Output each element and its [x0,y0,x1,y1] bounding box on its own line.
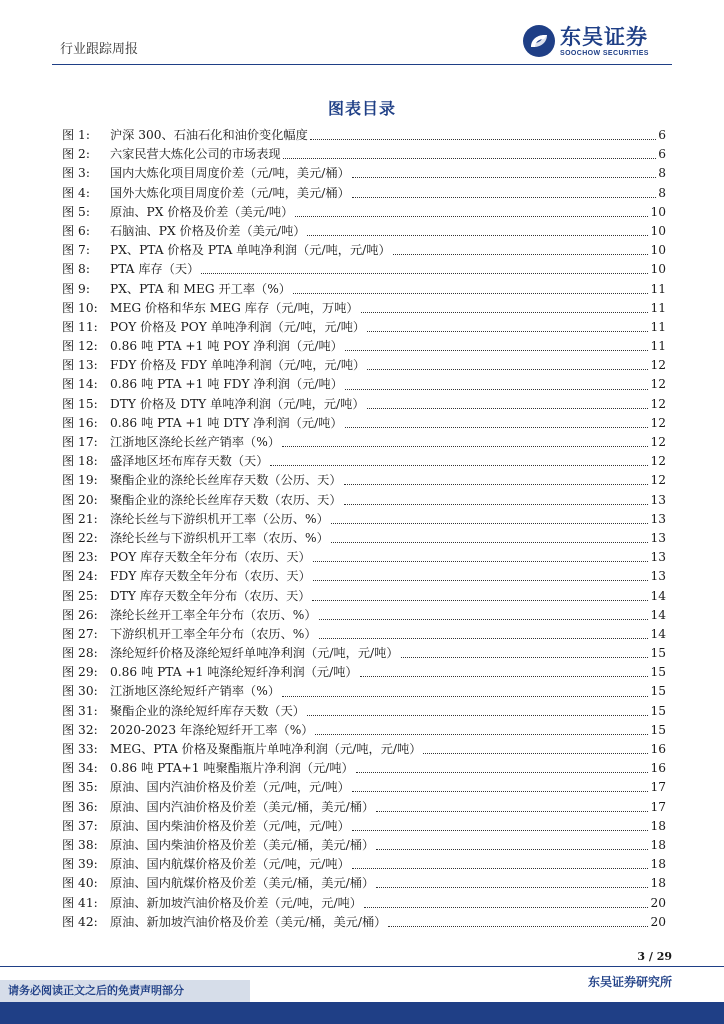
toc-figure-title: 0.86 吨 PTA+1 吨聚酯瓶片净利润（元/吨） [110,761,354,776]
toc-figure-number: 图 32: [62,722,98,737]
toc-figure-title: 原油、国内航煤价格及价差（美元/桶，美元/桶） [110,876,375,891]
toc-figure-title: 江浙地区涤纶长丝产销率（%） [110,435,281,449]
toc-page-number: 18 [650,818,666,833]
toc-figure-number: 图 6: [62,223,90,238]
toc-figure-number: 图 27: [62,626,98,641]
toc-figure-number: 图 40: [62,876,98,891]
toc-figure-number: 图 23: [62,550,98,565]
toc-dot-leader [282,696,648,697]
toc-entry[interactable] [62,433,666,452]
toc-dot-leader [352,177,656,178]
toc-dot-leader [401,657,649,658]
toc-dot-leader [312,600,648,601]
toc-entry[interactable] [62,836,666,855]
toc-title: 图表目录 [327,99,396,118]
toc-figure-number: 图 11: [62,319,98,334]
company-logo [522,24,649,58]
toc-figure-title: 涤纶长丝与下游织机开工率（公历、%） [110,511,329,526]
toc-entry[interactable] [62,471,666,490]
toc-figure-title: 0.86 吨 PTA +1 吨 DTY 净利润（元/吨） [110,415,343,430]
toc-entry[interactable] [62,874,666,893]
toc-entry[interactable] [62,529,666,548]
header-divider [52,64,672,65]
toc-dot-leader [307,715,648,716]
toc-page-number: 11 [650,319,666,334]
toc-figure-title: 沪深 300、石油石化和油价变化幅度 [110,128,308,142]
toc-dot-leader [310,139,656,140]
toc-page-number: 15 [650,703,666,718]
toc-figure-number: 图 22: [62,530,98,545]
toc-dot-leader [282,446,648,447]
toc-figure-number: 图 4: [62,185,90,200]
toc-figure-number: 图 38: [62,837,98,852]
toc-figure-title: 下游织机开工率全年分布（农历、%） [110,626,317,641]
toc-page-number: 13 [650,511,666,526]
toc-page-number: 8 [658,166,666,181]
toc-figure-number: 图 34: [62,761,98,776]
toc-figure-number: 图 13: [62,358,98,373]
toc-dot-leader [313,561,649,562]
toc-page-number: 14 [650,607,666,622]
toc-page-number: 18 [650,837,666,852]
toc-entry[interactable] [62,164,666,183]
toc-figure-number: 图 19: [62,473,98,488]
toc-entry[interactable] [62,682,666,701]
toc-dot-leader [313,580,649,581]
toc-entry[interactable] [62,817,666,836]
toc-figure-title: 原油、国内汽油价格及价差（元/吨，元/吨） [110,780,350,795]
toc-page-number: 11 [650,339,666,354]
toc-page-number: 14 [650,626,666,641]
toc-entry[interactable] [62,798,666,817]
toc-dot-leader [356,772,649,773]
toc-figure-number: 图 5: [62,204,90,219]
toc-figure-number: 图 26: [62,607,98,622]
toc-figure-number: 图 20: [62,492,98,507]
toc-figure-title: 原油、新加坡汽油价格及价差（元/吨，元/吨） [110,895,362,910]
toc-page-number: 6 [658,128,666,142]
table-of-figures [62,126,666,932]
toc-figure-title: 原油、PX 价格及价差（美元/吨） [110,204,294,219]
toc-figure-title: FDY 库存天数全年分布（农历、天） [110,569,311,584]
toc-page-number: 15 [650,684,666,699]
toc-page-number: 15 [650,665,666,680]
toc-figure-title: 江浙地区涤纶短纤产销率（%） [110,684,281,699]
toc-figure-title: 0.86 吨 PTA +1 吨 FDY 净利润（元/吨） [110,377,343,392]
toc-page-number: 11 [650,281,666,296]
research-institute-name: 东吴证券研究所 [587,975,672,989]
toc-entry[interactable] [62,145,666,164]
toc-figure-title: POY 库存天数全年分布（农历、天） [110,550,311,565]
toc-figure-number: 图 33: [62,742,98,756]
toc-entry[interactable] [62,375,666,394]
toc-dot-leader [367,369,648,370]
toc-page-number: 11 [650,300,666,315]
toc-entry[interactable] [62,222,666,241]
toc-figure-title: DTY 库存天数全年分布（农历、天） [110,588,311,603]
toc-entry[interactable] [62,491,666,510]
toc-page-number: 6 [658,147,666,162]
toc-entry[interactable] [62,452,666,471]
toc-figure-title: 原油、新加坡汽油价格及价差（美元/桶，美元/桶） [110,914,387,929]
toc-entry[interactable] [62,414,666,433]
page-number: 3 / 29 [637,950,672,963]
toc-dot-leader [376,811,648,812]
toc-dot-leader [319,619,649,620]
toc-page-number: 17 [650,780,666,795]
toc-entry[interactable] [62,663,666,682]
toc-page-number: 8 [658,185,666,200]
toc-entry[interactable] [62,759,666,778]
toc-figure-number: 图 36: [62,799,98,814]
toc-entry[interactable] [62,913,666,932]
toc-figure-number: 图 2: [62,147,90,162]
toc-dot-leader [388,926,648,927]
toc-page-number: 15 [650,646,666,661]
toc-figure-number: 图 21: [62,511,98,526]
toc-dot-leader [331,542,649,543]
toc-entry[interactable] [62,587,666,606]
toc-figure-title: 原油、国内汽油价格及价差（美元/桶，美元/桶） [110,799,375,814]
toc-figure-title: PTA 库存（天） [110,262,200,277]
footer-divider [0,966,724,967]
toc-entry[interactable] [62,356,666,375]
toc-figure-number: 图 12: [62,339,98,354]
toc-page-number: 10 [650,262,666,277]
toc-entry[interactable] [62,702,666,721]
toc-figure-title: MEG 价格和华东 MEG 库存（元/吨，万吨） [110,300,359,315]
toc-dot-leader [345,350,649,351]
toc-figure-title: 0.86 吨 PTA +1 吨 POY 净利润（元/吨） [110,339,343,354]
toc-figure-number: 图 1: [62,128,90,142]
toc-entry[interactable] [62,337,666,356]
toc-dot-leader [345,389,649,390]
toc-figure-title: 2020-2023 年涤纶短纤开工率（%） [110,722,314,737]
toc-dot-leader [352,791,649,792]
toc-entry[interactable] [62,721,666,740]
toc-dot-leader [352,868,649,869]
toc-figure-number: 图 30: [62,684,98,699]
toc-figure-title: DTY 价格及 DTY 单吨净利润（元/吨，元/吨） [110,396,365,411]
toc-page-number: 12 [650,415,666,430]
toc-figure-number: 图 16: [62,415,98,430]
toc-dot-leader [360,676,649,677]
toc-page-number: 20 [650,895,666,910]
toc-page-number: 12 [650,435,666,449]
toc-page-number: 18 [650,857,666,872]
footer-bar [0,1002,724,1024]
toc-page-number: 10 [650,223,666,238]
toc-page-number: 12 [650,396,666,411]
toc-entry[interactable] [62,778,666,797]
toc-dot-leader [201,273,648,274]
toc-dot-leader [423,753,648,754]
toc-entry[interactable] [62,203,666,222]
toc-page-number: 17 [650,799,666,814]
toc-dot-leader [367,331,648,332]
toc-entry[interactable] [62,644,666,663]
toc-figure-number: 图 31: [62,703,98,718]
toc-entry[interactable] [62,855,666,874]
toc-page-number: 15 [650,722,666,737]
toc-dot-leader [295,216,648,217]
toc-figure-number: 图 3: [62,166,90,181]
toc-dot-leader [345,427,649,428]
toc-figure-title: MEG、PTA 价格及聚酯瓶片单吨净利润（元/吨，元/吨） [110,742,422,756]
toc-figure-title: 聚酯企业的涤纶长丝库存天数（农历、天） [110,492,342,507]
toc-figure-title: 涤纶短纤价格及涤纶短纤单吨净利润（元/吨，元/吨） [110,646,399,661]
toc-dot-leader [376,849,648,850]
toc-page-number: 16 [650,742,666,756]
toc-figure-number: 图 28: [62,646,98,661]
toc-figure-number: 图 10: [62,300,98,315]
toc-figure-number: 图 35: [62,780,98,795]
logo-english-name: SOOCHOW SECURITIES [560,49,649,57]
toc-figure-title: 国外大炼化项目周度价差（元/吨，美元/桶） [110,185,350,200]
toc-figure-title: PX、PTA 价格及 PTA 单吨净利润（元/吨，元/吨） [110,243,391,258]
toc-entry[interactable] [62,510,666,529]
toc-figure-title: 国内大炼化项目周度价差（元/吨，美元/桶） [110,166,350,181]
toc-figure-number: 图 24: [62,569,98,584]
toc-figure-title: 盛泽地区坯布库存天数（天） [110,454,269,469]
toc-page-number: 13 [650,492,666,507]
toc-dot-leader [352,197,656,198]
toc-figure-number: 图 18: [62,454,98,469]
toc-page-number: 14 [650,588,666,603]
toc-figure-number: 图 29: [62,665,98,680]
toc-figure-title: 原油、国内柴油价格及价差（美元/桶，美元/桶） [110,837,375,852]
toc-dot-leader [270,465,648,466]
toc-page-number: 13 [650,550,666,565]
toc-figure-title: 石脑油、PX 价格及价差（美元/吨） [110,223,306,238]
toc-page-number: 13 [650,569,666,584]
report-type-label: 行业跟踪周报 [60,42,139,57]
toc-entry[interactable] [62,280,666,299]
toc-figure-title: 原油、国内航煤价格及价差（元/吨，元/吨） [110,857,350,872]
toc-figure-title: 0.86 吨 PTA +1 吨涤纶短纤净利润（元/吨） [110,665,358,680]
toc-figure-number: 图 17: [62,435,98,449]
toc-dot-leader [307,235,648,236]
toc-figure-title: FDY 价格及 FDY 单吨净利润（元/吨，元/吨） [110,358,366,373]
toc-dot-leader [344,504,649,505]
toc-entry[interactable] [62,894,666,913]
toc-page-number: 20 [650,914,666,929]
toc-figure-title: 原油、国内柴油价格及价差（元/吨，元/吨） [110,818,350,833]
toc-figure-number: 图 9: [62,281,90,296]
toc-figure-number: 图 14: [62,377,98,392]
toc-figure-title: PX、PTA 和 MEG 开工率（%） [110,281,291,296]
toc-entry[interactable] [62,318,666,337]
toc-page-number: 18 [650,876,666,891]
soochow-logo-icon [522,24,556,58]
toc-figure-title: 涤纶长丝与下游织机开工率（农历、%） [110,530,329,545]
toc-entry[interactable] [62,260,666,279]
toc-entry[interactable] [62,126,666,145]
toc-page-number: 12 [650,358,666,373]
toc-entry[interactable] [62,567,666,586]
toc-page-number: 16 [650,761,666,776]
toc-dot-leader [367,408,649,409]
toc-figure-title: 聚酯企业的涤纶短纤库存天数（天） [110,703,305,718]
toc-dot-leader [361,312,649,313]
toc-entry[interactable] [62,395,666,414]
toc-figure-number: 图 25: [62,588,98,603]
toc-entry[interactable] [62,625,666,644]
toc-dot-leader [376,887,648,888]
toc-page-number: 10 [650,243,666,258]
toc-dot-leader [331,523,649,524]
toc-page-number: 12 [650,377,666,392]
toc-page-number: 12 [650,454,666,469]
toc-figure-title: 涤纶长丝开工率全年分布（农历、%） [110,607,317,622]
logo-chinese-name: 东吴证券 [560,24,648,49]
toc-figure-title: POY 价格及 POY 单吨净利润（元/吨，元/吨） [110,319,366,334]
toc-dot-leader [315,734,648,735]
toc-figure-title: 六家民营大炼化公司的市场表现 [110,147,281,162]
toc-page-number: 10 [650,204,666,219]
toc-page-number: 12 [650,473,666,488]
toc-entry[interactable] [62,184,666,203]
toc-entry[interactable] [62,548,666,567]
toc-entry[interactable] [62,740,666,759]
toc-figure-title: 聚酯企业的涤纶长丝库存天数（公历、天） [110,473,342,488]
toc-figure-number: 图 39: [62,857,98,872]
toc-figure-number: 图 15: [62,396,98,411]
toc-dot-leader [344,484,649,485]
toc-figure-number: 图 41: [62,895,98,910]
toc-dot-leader [364,907,649,908]
toc-dot-leader [352,830,649,831]
toc-figure-number: 图 8: [62,262,90,277]
toc-entry[interactable] [62,241,666,260]
toc-figure-number: 图 37: [62,818,98,833]
disclaimer-notice: 请务必阅读正文之后的免责声明部分 [0,980,250,1002]
toc-entry[interactable] [62,606,666,625]
toc-entry[interactable] [62,299,666,318]
toc-dot-leader [393,254,649,255]
toc-dot-leader [293,293,649,294]
toc-dot-leader [319,638,649,639]
toc-figure-number: 图 42: [62,914,98,929]
toc-figure-number: 图 7: [62,243,90,258]
toc-dot-leader [283,158,657,159]
toc-page-number: 13 [650,530,666,545]
